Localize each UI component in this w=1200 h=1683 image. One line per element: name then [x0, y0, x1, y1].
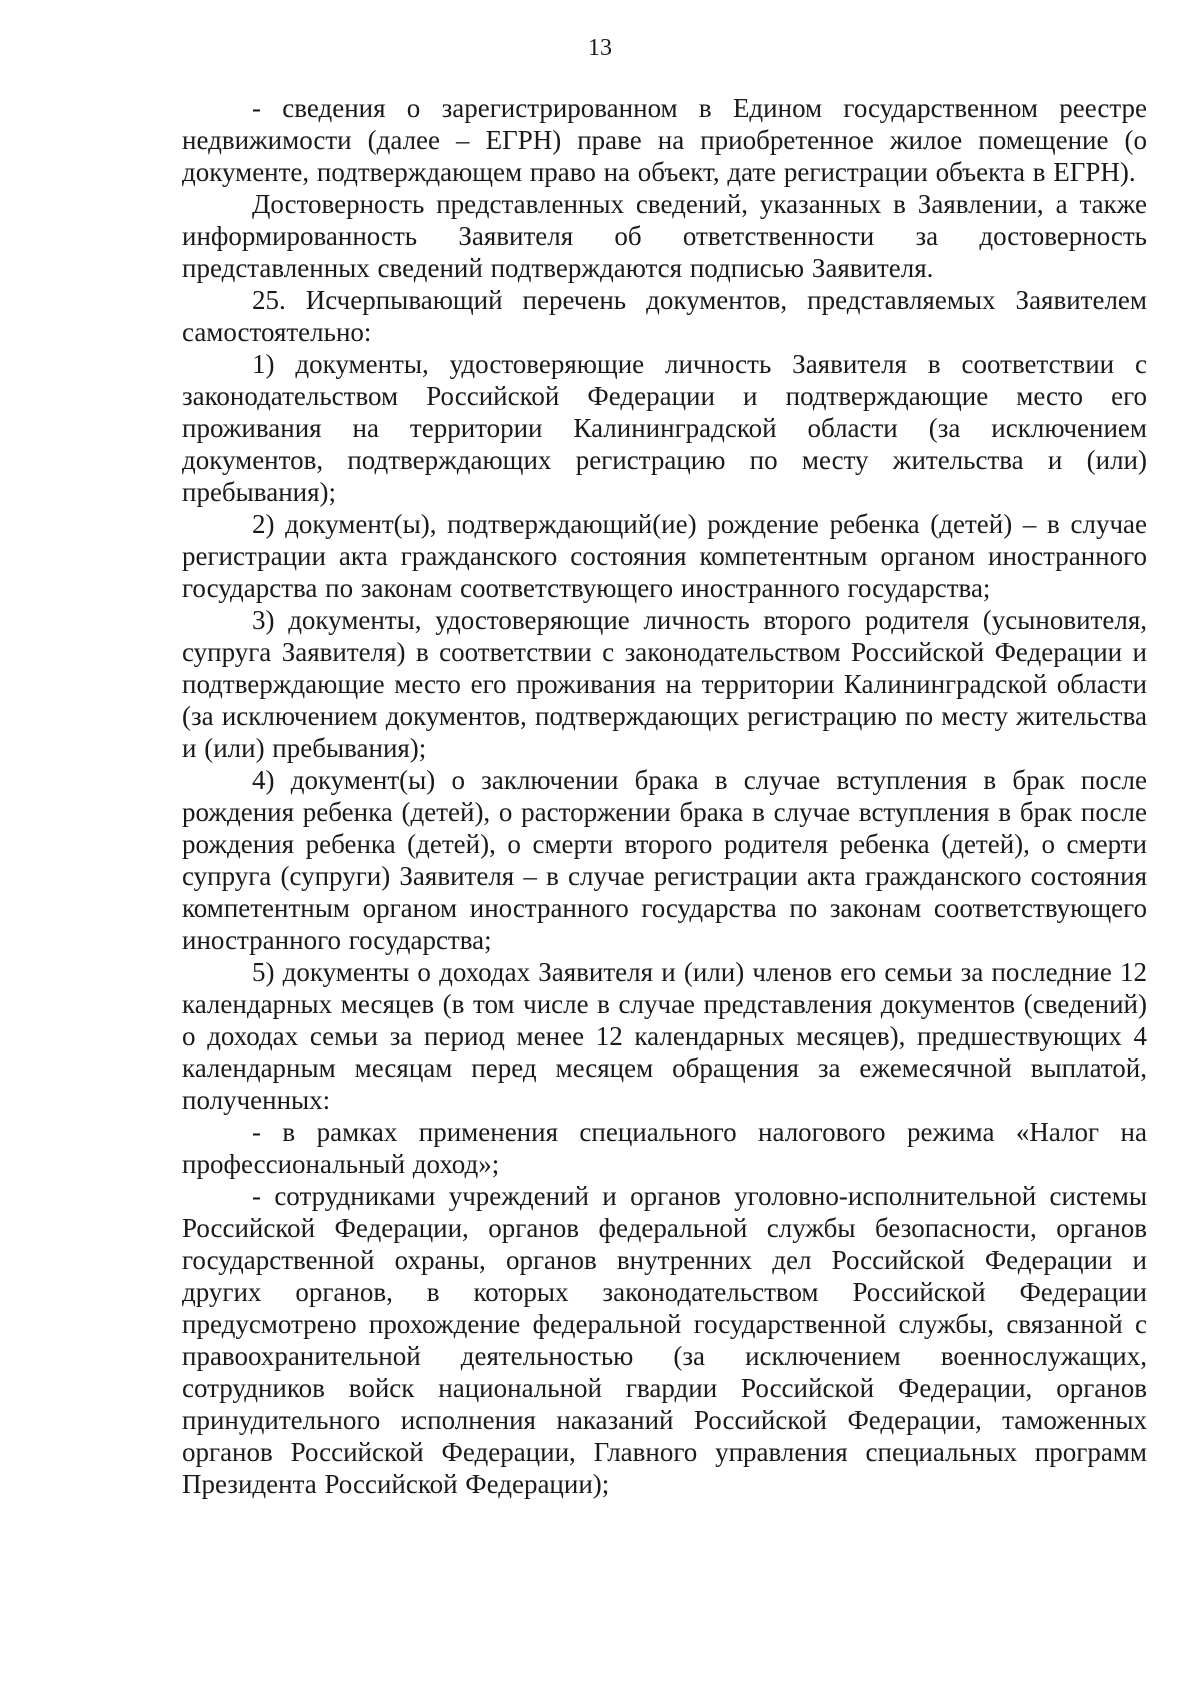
paragraph-subitem-2: 2) документ(ы), подтверждающий(ие) рождение ребенка (детей) – в случае регистрации акта гражданского состояния компетентным органом иностранного государства по законам соответствующего иностранного государства;: [182, 509, 1147, 603]
page-number: 13: [588, 35, 612, 61]
paragraph-subitem-5: 5) документы о доходах Заявителя и (или) членов его семьи за последние 12 календарных месяцев (в том числе в случае представления документов (сведений) о доходах семьи за период менее 12 календарных месяцев), предшествующих 4 календарным месяцам перед месяцем обращения за ежемесячной выплатой, полученных:: [182, 957, 1147, 1115]
paragraph-egrn-info: - сведения о зарегистрированном в Едином государственном реестре недвижимости (далее – ЕГРН) праве на приобретенное жилое помещение (о документе, подтверждающем право на объект, дате регистрации объекта в ЕГРН).: [182, 93, 1147, 187]
paragraph-item-25: 25. Исчерпывающий перечень документов, представляемых Заявителем самостоятельно:: [182, 285, 1147, 347]
paragraph-subitem-3: 3) документы, удостоверяющие личность второго родителя (усыновителя, супруга Заявителя) в соответствии с законодательством Российской Федерации и подтверждающие место его проживания на территории Калининградской области (за исключением документов, подтверждающих регистрацию по месту жительства и (или) пребывания);: [182, 605, 1147, 763]
paragraph-reliability: Достоверность представленных сведений, указанных в Заявлении, а также информированность Заявителя об ответственности за достоверность представленных сведений подтверждаются подписью Заявителя.: [182, 189, 1147, 283]
paragraph-law-enforcement-employees: - сотрудниками учреждений и органов уголовно-исполнительной системы Российской Федерации, органов федеральной службы безопасности, органов государственной охраны, органов внутренних дел Российской Федерации и других органов, в которых законодательством Российской Федерации предусмотрено прохождение федеральной государственной службы, связанной с правоохранительной деятельностью (за исключением военнослужащих, сотрудников войск национальной гвардии Российской Федерации, органов принудительного исполнения наказаний Российской Федерации, таможенных органов Российской Федерации, Главного управления специальных программ Президента Российской Федерации);: [182, 1181, 1147, 1499]
paragraph-subitem-1: 1) документы, удостоверяющие личность Заявителя в соответствии с законодательством Российской Федерации и подтверждающие место его проживания на территории Калининградской области (за исключением документов, подтверждающих регистрацию по месту жительства и (или) пребывания);: [182, 349, 1147, 507]
paragraph-subitem-4: 4) документ(ы) о заключении брака в случае вступления в брак после рождения ребенка (детей), о расторжении брака в случае вступления в брак после рождения ребенка (детей), о смерти второго родителя ребенка (детей), о смерти супруга (супруги) Заявителя – в случае регистрации акта гражданского состояния компетентным органом иностранного государства по законам соответствующего иностранного государства;: [182, 765, 1147, 955]
paragraph-professional-income: - в рамках применения специального налогового режима «Налог на профессиональный доход»;: [182, 1117, 1147, 1179]
document-body: [182, 92, 1147, 1500]
